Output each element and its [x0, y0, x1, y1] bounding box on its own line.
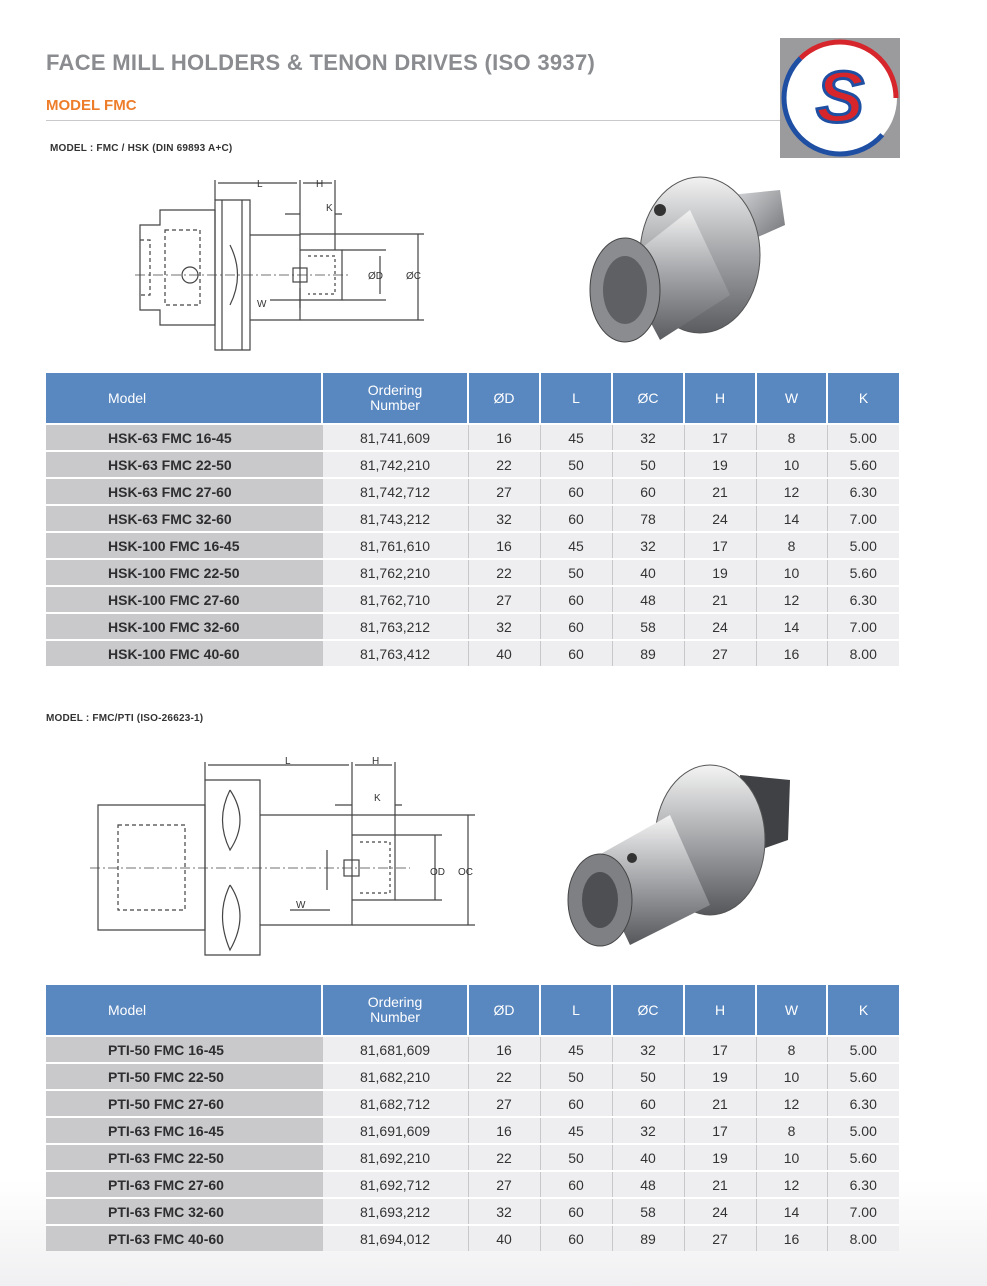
column-header: L [540, 985, 612, 1036]
section-label-pti: MODEL : FMC/PTI (ISO-26623-1) [46, 713, 204, 724]
column-header: L [540, 373, 612, 424]
spec-cell: 22 [468, 559, 540, 586]
spec-cell: 81,692,712 [322, 1171, 468, 1198]
spec-cell: 50 [540, 451, 612, 478]
table-row [46, 559, 899, 586]
spec-cell: 58 [612, 1198, 684, 1225]
table-row [46, 1090, 899, 1117]
spec-cell: 60 [540, 1171, 612, 1198]
column-header [322, 373, 468, 424]
spec-cell: 78 [612, 505, 684, 532]
spec-cell: 45 [540, 424, 612, 451]
model-subtitle: MODEL FMC [46, 97, 137, 114]
spec-cell: 81,682,210 [322, 1063, 468, 1090]
drawing-label-l: L [285, 756, 291, 767]
drawing-label-od: OD [430, 867, 445, 878]
column-header: K [827, 985, 899, 1036]
column-header: ØD [468, 985, 540, 1036]
spec-cell: 6.30 [827, 1090, 899, 1117]
column-header: ØD [468, 373, 540, 424]
spec-cell: 17 [684, 424, 756, 451]
spec-cell: 19 [684, 451, 756, 478]
drawing-label-w: W [257, 299, 267, 310]
spec-cell: 60 [540, 1198, 612, 1225]
spec-cell: 19 [684, 559, 756, 586]
brand-logo [780, 38, 900, 158]
spec-cell: 8.00 [827, 640, 899, 666]
column-header: Model [46, 985, 322, 1036]
table-row [46, 613, 899, 640]
model-cell: PTI-50 FMC 22-50 [46, 1063, 322, 1090]
column-header: K [827, 373, 899, 424]
spec-cell: 89 [612, 640, 684, 666]
spec-cell: 24 [684, 1198, 756, 1225]
table-row [46, 640, 899, 666]
column-header: ØC [612, 985, 684, 1036]
spec-cell: 14 [756, 505, 827, 532]
table-row [46, 532, 899, 559]
spec-cell: 8 [756, 1117, 827, 1144]
spec-cell: 81,743,212 [322, 505, 468, 532]
spec-cell: 45 [540, 532, 612, 559]
spec-cell: 22 [468, 451, 540, 478]
spec-cell: 81,682,712 [322, 1090, 468, 1117]
spec-cell: 16 [468, 1117, 540, 1144]
spec-cell: 14 [756, 613, 827, 640]
table-row [46, 424, 899, 451]
model-cell: PTI-63 FMC 40-60 [46, 1225, 322, 1251]
header-divider [46, 120, 780, 121]
table-row [46, 1171, 899, 1198]
hsk-spec-table [46, 373, 899, 666]
table-row [46, 1225, 899, 1251]
table-header-row [46, 373, 899, 424]
spec-cell: 60 [540, 613, 612, 640]
spec-cell: 48 [612, 1171, 684, 1198]
spec-cell: 60 [540, 478, 612, 505]
spec-cell: 27 [468, 478, 540, 505]
page-title: FACE MILL HOLDERS & TENON DRIVES (ISO 3937) [46, 50, 596, 75]
spec-cell: 10 [756, 559, 827, 586]
header-ordering-number: Ordering Number [367, 994, 423, 1025]
spec-cell: 19 [684, 1063, 756, 1090]
spec-cell: 16 [468, 1036, 540, 1063]
spec-cell: 81,762,710 [322, 586, 468, 613]
spec-cell: 81,693,212 [322, 1198, 468, 1225]
spec-cell: 40 [468, 1225, 540, 1251]
spec-cell: 7.00 [827, 1198, 899, 1225]
spec-cell: 81,742,712 [322, 478, 468, 505]
logo-emblem-icon [780, 38, 900, 158]
spec-cell: 32 [468, 505, 540, 532]
spec-cell: 21 [684, 478, 756, 505]
spec-cell: 50 [540, 559, 612, 586]
logo-letter: S [815, 58, 865, 138]
model-cell: PTI-63 FMC 16-45 [46, 1117, 322, 1144]
spec-cell: 60 [540, 640, 612, 666]
spec-cell: 60 [540, 1090, 612, 1117]
spec-cell: 58 [612, 613, 684, 640]
spec-cell: 19 [684, 1144, 756, 1171]
spec-cell: 27 [684, 640, 756, 666]
table-row [46, 1144, 899, 1171]
model-cell: PTI-63 FMC 32-60 [46, 1198, 322, 1225]
spec-cell: 81,762,210 [322, 559, 468, 586]
spec-cell: 17 [684, 1117, 756, 1144]
hsk-technical-drawing [130, 170, 440, 360]
spec-cell: 48 [612, 586, 684, 613]
drawing-label-oc: OC [458, 867, 473, 878]
model-cell: PTI-63 FMC 22-50 [46, 1144, 322, 1171]
spec-cell: 22 [468, 1063, 540, 1090]
spec-cell: 12 [756, 1090, 827, 1117]
spec-cell: 5.60 [827, 559, 899, 586]
spec-cell: 21 [684, 1171, 756, 1198]
model-cell: PTI-50 FMC 27-60 [46, 1090, 322, 1117]
table-row [46, 1063, 899, 1090]
spec-cell: 7.00 [827, 613, 899, 640]
column-header: ØC [612, 373, 684, 424]
drawing-label-od: ØD [368, 271, 383, 282]
spec-cell: 32 [612, 532, 684, 559]
spec-cell: 22 [468, 1144, 540, 1171]
spec-cell: 21 [684, 1090, 756, 1117]
spec-cell: 81,694,012 [322, 1225, 468, 1251]
model-cell: HSK-63 FMC 16-45 [46, 424, 322, 451]
spec-cell: 81,742,210 [322, 451, 468, 478]
column-header: H [684, 985, 756, 1036]
column-header [322, 985, 468, 1036]
drawing-label-w: W [296, 900, 306, 911]
spec-cell: 14 [756, 1198, 827, 1225]
hsk-holder-photo [580, 165, 795, 360]
spec-cell: 27 [468, 586, 540, 613]
spec-cell: 32 [612, 1117, 684, 1144]
spec-cell: 12 [756, 478, 827, 505]
spec-cell: 60 [612, 478, 684, 505]
model-cell: HSK-63 FMC 22-50 [46, 451, 322, 478]
model-cell: HSK-63 FMC 27-60 [46, 478, 322, 505]
spec-cell: 10 [756, 451, 827, 478]
spec-cell: 17 [684, 1036, 756, 1063]
spec-cell: 6.30 [827, 478, 899, 505]
drawing-label-k: K [374, 793, 381, 804]
drawing-label-oc: ØC [406, 271, 421, 282]
header-ordering-number: Ordering Number [367, 382, 423, 413]
spec-cell: 40 [612, 559, 684, 586]
spec-cell: 16 [756, 640, 827, 666]
spec-cell: 60 [612, 1090, 684, 1117]
table-row [46, 1117, 899, 1144]
spec-cell: 27 [468, 1171, 540, 1198]
spec-cell: 5.00 [827, 424, 899, 451]
table-row [46, 586, 899, 613]
spec-cell: 16 [756, 1225, 827, 1251]
spec-cell: 50 [612, 1063, 684, 1090]
spec-cell: 5.00 [827, 1036, 899, 1063]
spec-cell: 89 [612, 1225, 684, 1251]
pti-technical-drawing [90, 750, 490, 965]
spec-cell: 50 [540, 1063, 612, 1090]
table-row [46, 505, 899, 532]
column-header: W [756, 373, 827, 424]
model-cell: HSK-100 FMC 40-60 [46, 640, 322, 666]
spec-cell: 8 [756, 1036, 827, 1063]
drawing-label-h: H [372, 756, 380, 767]
spec-cell: 16 [468, 424, 540, 451]
spec-cell: 60 [540, 1225, 612, 1251]
spec-cell: 8 [756, 532, 827, 559]
spec-cell: 50 [612, 451, 684, 478]
spec-cell: 5.00 [827, 532, 899, 559]
spec-cell: 12 [756, 1171, 827, 1198]
spec-cell: 17 [684, 532, 756, 559]
table-row [46, 1198, 899, 1225]
table-row [46, 478, 899, 505]
spec-cell: 60 [540, 505, 612, 532]
model-cell: HSK-100 FMC 32-60 [46, 613, 322, 640]
spec-cell: 32 [468, 613, 540, 640]
spec-cell: 32 [612, 424, 684, 451]
spec-cell: 45 [540, 1117, 612, 1144]
model-cell: HSK-100 FMC 16-45 [46, 532, 322, 559]
spec-cell: 81,761,610 [322, 532, 468, 559]
spec-cell: 81,763,212 [322, 613, 468, 640]
drawing-label-l: L [257, 179, 263, 190]
spec-cell: 5.60 [827, 451, 899, 478]
model-cell: PTI-63 FMC 27-60 [46, 1171, 322, 1198]
model-cell: HSK-63 FMC 32-60 [46, 505, 322, 532]
table-row [46, 451, 899, 478]
spec-cell: 10 [756, 1144, 827, 1171]
spec-cell: 32 [468, 1198, 540, 1225]
spec-cell: 21 [684, 586, 756, 613]
spec-cell: 5.00 [827, 1117, 899, 1144]
spec-cell: 50 [540, 1144, 612, 1171]
table-header-row [46, 985, 899, 1036]
pti-spec-table [46, 985, 899, 1251]
section-label-hsk: MODEL : FMC / HSK (DIN 69893 A+C) [50, 143, 233, 154]
column-header: Model [46, 373, 322, 424]
spec-cell: 27 [468, 1090, 540, 1117]
spec-cell: 5.60 [827, 1063, 899, 1090]
drawing-label-h: H [316, 179, 324, 190]
model-cell: HSK-100 FMC 22-50 [46, 559, 322, 586]
spec-cell: 5.60 [827, 1144, 899, 1171]
spec-cell: 8.00 [827, 1225, 899, 1251]
column-header: W [756, 985, 827, 1036]
column-header: H [684, 373, 756, 424]
spec-cell: 16 [468, 532, 540, 559]
spec-cell: 81,681,609 [322, 1036, 468, 1063]
pti-holder-photo [560, 760, 800, 960]
table-row [46, 1036, 899, 1063]
spec-cell: 81,763,412 [322, 640, 468, 666]
spec-cell: 24 [684, 505, 756, 532]
spec-cell: 60 [540, 586, 612, 613]
spec-cell: 7.00 [827, 505, 899, 532]
spec-cell: 27 [684, 1225, 756, 1251]
spec-cell: 24 [684, 613, 756, 640]
model-cell: HSK-100 FMC 27-60 [46, 586, 322, 613]
spec-cell: 32 [612, 1036, 684, 1063]
spec-cell: 40 [612, 1144, 684, 1171]
spec-cell: 10 [756, 1063, 827, 1090]
spec-cell: 6.30 [827, 1171, 899, 1198]
spec-cell: 45 [540, 1036, 612, 1063]
spec-cell: 8 [756, 424, 827, 451]
drawing-label-k: K [326, 203, 333, 214]
spec-cell: 40 [468, 640, 540, 666]
spec-cell: 81,692,210 [322, 1144, 468, 1171]
spec-cell: 81,691,609 [322, 1117, 468, 1144]
spec-cell: 81,741,609 [322, 424, 468, 451]
spec-cell: 12 [756, 586, 827, 613]
spec-cell: 6.30 [827, 586, 899, 613]
model-cell: PTI-50 FMC 16-45 [46, 1036, 322, 1063]
